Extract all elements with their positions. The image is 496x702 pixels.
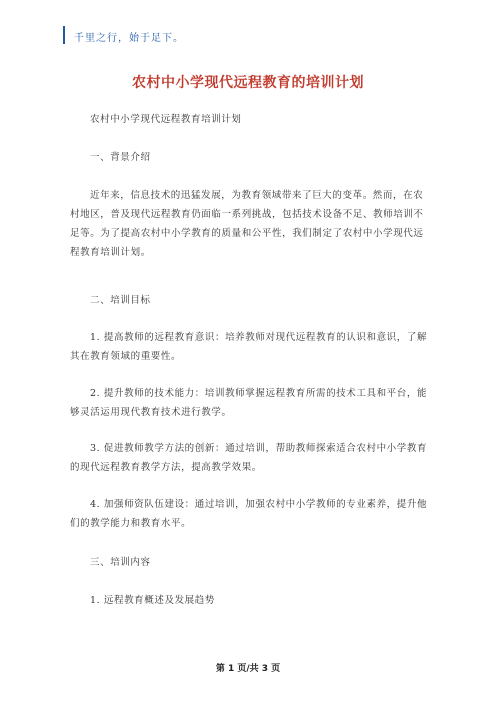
paragraph-subtitle (70, 110, 430, 129)
document-title: 农村中小学现代远程教育的培训计划 (132, 75, 364, 91)
paragraph-content-1 (70, 591, 430, 610)
paragraph-goal-2 (70, 384, 430, 422)
paragraph-text: 1. 提高教师的远程教育意识：培养教师对现代远程教育的认识和意识，了解其在教育领域的重要性。 (70, 332, 428, 362)
paragraph-text: 近年来，信息技术的迅猛发展，为教育领域带来了巨大的变革。然而，在农村地区，普及现代远程教育仍面临一系列挑战，包括技术设备不足、教师培训不足等。为了提高农村中小学教育的质量和公平性，我们制定了农村中小学现代远程教育培训计划。 (70, 190, 424, 258)
page-number-footer: 第 1 页/共 3 页 (215, 664, 281, 674)
section-heading-background (70, 148, 430, 167)
paragraph-text: 1. 远程教育概述及发展趋势 (90, 595, 215, 606)
section-heading-content (70, 553, 430, 572)
paragraph-goal-4 (70, 495, 430, 533)
paragraph-goal-3 (70, 439, 430, 477)
paragraph-text: 3. 促进教师教学方法的创新：通过培训，帮助教师探索适合农村中小学教育的现代远程教育教学方法，提高教学效果。 (70, 443, 428, 473)
paragraph-text: 一、背景介绍 (90, 152, 151, 163)
paragraph-text: 2. 提升教师的技术能力：培训教师掌握远程教育所需的技术工具和平台，能够灵活运用现代教育技术进行教学。 (70, 388, 428, 418)
paragraph-text: 农村中小学现代远程教育培训计划 (90, 114, 242, 125)
header-motto: 千里之行，始于足下。 (74, 33, 184, 44)
paragraph-text: 二、培训目标 (90, 295, 151, 306)
paragraph-text: 4. 加强师资队伍建设：通过培训，加强农村中小学教师的专业素养，提升他们的教学能力和教育水平。 (70, 499, 428, 529)
paragraph-text: 三、培训内容 (90, 557, 151, 568)
paragraph-background (70, 186, 430, 262)
section-heading-goals (70, 291, 430, 310)
header-accent-bar (63, 26, 65, 44)
paragraph-goal-1 (70, 328, 430, 366)
